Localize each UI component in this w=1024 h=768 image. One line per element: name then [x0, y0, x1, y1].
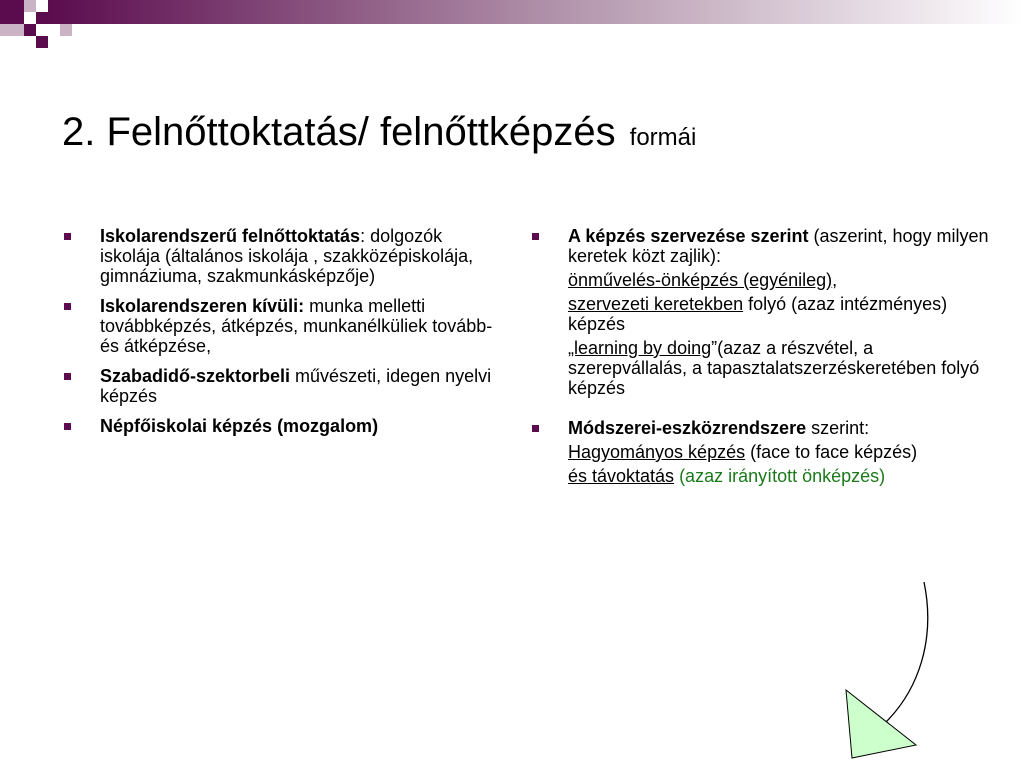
- sub-line-text: ”(azaz a részvétel, a szerepvállalás, a tapasztalatszerzéskeretében folyó képzés: [568, 338, 980, 398]
- curved-arrow-line: [886, 582, 928, 722]
- item-text: : dolgozók iskolája (általános iskolája , szakközépiskolája, gimnáziuma, szakmunkásképzője): [100, 226, 474, 286]
- item-bold: Módszerei-eszközrendszere: [568, 418, 807, 438]
- item-bold: A képzés szervezése szerint: [568, 226, 809, 246]
- item-bold: Szabadidő-szektorbeli: [100, 366, 291, 386]
- triangle-shape: [846, 690, 916, 758]
- item-bold: Iskolarendszeren kívüli:: [100, 296, 305, 316]
- title-main: 2. Felnőttoktatás/ felnőttképzés: [62, 110, 616, 154]
- title-sub: formái: [629, 124, 697, 151]
- underlined-term: és távoktatás: [568, 466, 675, 486]
- underlined-term: önművelés-önképzés (egyénileg): [568, 270, 833, 290]
- item-text: munka melletti továbbképzés, átképzés, munkanélküliek tovább- és átképzése,: [100, 296, 493, 356]
- item-text: (aszerint, hogy milyen keretek közt zajlik):: [568, 226, 989, 266]
- sub-line-text: (face to face képzés): [745, 442, 918, 462]
- item-text: szerint:: [806, 418, 870, 438]
- green-note: (azaz irányított önképzés): [674, 466, 886, 486]
- underlined-term: „learning by doing: [568, 338, 712, 358]
- item-text: művészeti, idegen nyelvi képzés: [100, 366, 492, 406]
- underlined-term: szervezeti keretekben: [568, 294, 744, 314]
- sub-line-text: folyó (azaz intézményes) képzés: [568, 294, 948, 334]
- underlined-term: Hagyományos képzés: [568, 442, 746, 462]
- sub-line-text: ,: [832, 270, 838, 290]
- item-bold: Népfőiskolai képzés (mozgalom): [100, 416, 379, 436]
- item-bold: Iskolarendszerű felnőttoktatás: [100, 226, 361, 246]
